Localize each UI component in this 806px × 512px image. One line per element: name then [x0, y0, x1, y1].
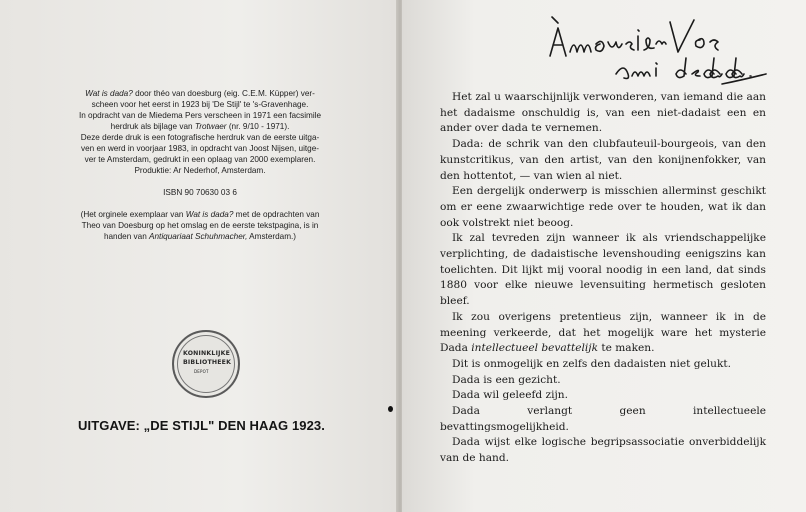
italic-phrase: intellectueel bevattelijk — [471, 342, 598, 355]
paragraph: Dada is een gezicht. — [452, 373, 561, 386]
colophon-line: ver te Amsterdam, gedrukt in een oplaag van 2000 exemplaren. — [84, 155, 316, 164]
stamp-line: KONINKLIJKE — [183, 350, 230, 357]
left-page — [0, 0, 398, 512]
colophon-line: In opdracht van de Miedema Pers verscheen in 1971 een facsimile — [78, 111, 322, 120]
paragraph: Een dergelijk onderwerp is misschien allerminst geschikt om er eene zwaarwichtige rede over te houden, wat ik dan ook volstrekt niet beoog. — [440, 185, 766, 229]
colophon-line: ven en werd in voorjaar 1983, in opdracht van Joost Nijsen, uitge- — [80, 144, 320, 153]
library-stamp — [172, 330, 240, 398]
stamp-line: BIBLIOTHEEK — [183, 359, 232, 366]
publisher-line: UITGAVE: „DE STIJL" DEN HAAG 1923. — [78, 418, 325, 433]
paragraph: Ik zal tevreden zijn wanneer ik als vriendschappelijke verplichting, de dadaistische levenshouding eenigszins kan toelichten. Dit lijkt mij vooral noodig in een land, dat sinds 1880 voor elke nieuwe levensuiting hermetisch gesloten bleef. — [440, 232, 766, 308]
stamp-line: DEPOT — [194, 369, 209, 374]
colophon — [55, 88, 345, 242]
note-line: (Het orginele exemplaar van Wat is dada? met de opdrachten van — [80, 210, 320, 219]
handwritten-dedication — [546, 14, 796, 94]
colophon-line: scheen voor het eerst in 1923 bij 'De Stijl' te 's-Gravenhage. — [91, 100, 309, 109]
paragraph: Dada wil geleefd zijn. — [452, 389, 568, 402]
ink-dot — [388, 406, 393, 412]
paragraph: Dada wijst elke logische begripsassociatie onverbiddelijk van de hand. — [440, 436, 766, 465]
note-line: Theo van Doesburg op het omslag en de eerste tekstpagina, is in — [81, 221, 319, 230]
paragraph: Het zal u waarschijnlijk verwonderen, van iemand die aan het dadaisme onschuldig is, van een niet-dadaist een en ander over dada te vernemen. — [440, 91, 766, 135]
colophon-line: Wat is dada? door théo van doesburg (eig. C.E.M. Küpper) ver- — [85, 89, 315, 98]
bleed-through — [30, 455, 350, 475]
paragraph: Dada verlangt geen intellectueele bevattingsmogelijkheid. — [440, 405, 766, 433]
colophon-line: Produktie: Ar Nederhof, Amsterdam. — [134, 166, 266, 175]
paragraph: Dada: de schrik van den clubfauteuil-bourgeois, van den kunstcritikus, van den artist, van den konijnenfokker, van den hottentot, — van wien al niet. — [440, 138, 766, 182]
isbn: ISBN 90 70630 03 6 — [163, 188, 237, 197]
paragraph: Ik zou overigens pretentieus zijn, wanneer ik in de meening verkeerde, dat het mogelijk ware het mysterie Dada intellectueel bevattelijk te maken. — [440, 310, 766, 355]
paragraph: Dit is onmogelijk en zelfs den dadaisten niet gelukt. — [452, 357, 732, 370]
article-body — [440, 90, 766, 467]
note-line: handen van Antiquariaat Schuhmacher, Amsterdam.) — [103, 232, 297, 241]
title-italic: Wat is dada? — [85, 89, 133, 98]
colophon-line: Deze derde druk is een fotografische herdruk van de eerste uitga- — [80, 133, 320, 142]
colophon-line: herdruk als bijlage van Trotwaer (nr. 9/10 - 1971). — [110, 122, 290, 131]
